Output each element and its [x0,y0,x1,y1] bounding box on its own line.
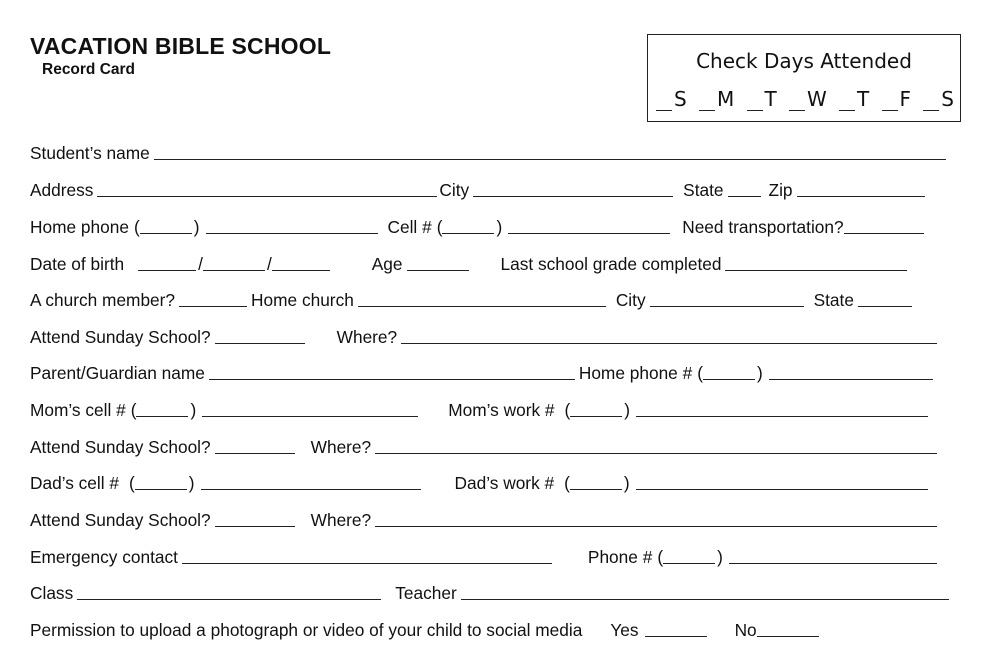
row-parent: Parent/Guardian name Home phone # ( ) [30,363,935,383]
address-label: Address [30,180,94,200]
address-field[interactable] [97,181,437,197]
row-phones: Home phone ( ) Cell # ( ) Need transportation? [30,217,926,237]
home-phone-label: Home phone [30,217,129,237]
permission-label: Permission to upload a photograph or video of your child to social media [30,620,583,640]
dad-attend-sunday-school-label: Attend Sunday School? [30,510,211,530]
zip-label: Zip [768,180,793,200]
age-field[interactable] [407,255,469,271]
day-checkbox-monday[interactable]: M [699,87,734,111]
row-dad-phones: Dad’s cell # ( ) Dad’s work # ( ) [30,473,930,493]
dob-month-field[interactable] [138,255,196,271]
moms-cell-area-code-field[interactable] [136,401,188,417]
city-field[interactable] [473,181,673,197]
parent-home-phone-label: Home phone # [578,363,693,383]
emergency-contact-label: Emergency contact [30,547,178,567]
dads-work-area-code-field[interactable] [570,474,622,490]
age-label: Age [371,254,403,274]
row-address [30,180,927,200]
state-label: State [683,180,724,200]
moms-cell-field[interactable] [202,401,418,417]
mom-where-field[interactable] [375,438,937,454]
emergency-phone-area-code-field[interactable] [663,548,715,564]
row-student-name [30,143,948,163]
form-title: VACATION BIBLE SCHOOL [30,33,332,59]
dad-where-label: Where? [310,510,372,530]
row-mom-phones: Mom’s cell # ( ) Mom’s work # ( ) [30,400,930,420]
student-name-label: Student’s name [30,143,150,163]
last-grade-label: Last school grade completed [500,254,722,274]
row-class [30,583,951,603]
dads-work-field[interactable] [636,474,928,490]
mom-attend-sunday-school-field[interactable] [215,438,295,454]
last-grade-field[interactable] [725,255,907,271]
dad-where-field[interactable] [375,511,937,527]
where-label: Where? [336,327,398,347]
teacher-label: Teacher [395,583,457,603]
day-checkbox-thursday[interactable]: T [839,87,869,111]
permission-yes-field[interactable] [645,621,707,637]
day-checkbox-friday[interactable]: F [882,87,912,111]
church-state-field[interactable] [858,291,912,307]
row-church [30,290,914,310]
emergency-contact-field[interactable] [182,548,552,564]
where-field[interactable] [401,328,937,344]
dads-cell-field[interactable] [201,474,421,490]
dob-year-field[interactable] [272,255,330,271]
dad-attend-sunday-school-field[interactable] [215,511,295,527]
attend-sunday-school-label: Attend Sunday School? [30,327,211,347]
moms-work-field[interactable] [636,401,928,417]
attendance-days [656,87,954,111]
cell-field[interactable] [508,218,670,234]
date-of-birth-label: Date of birth [30,254,125,274]
parent-home-phone-field[interactable] [769,364,933,380]
dob-day-field[interactable] [203,255,265,271]
city-label: City [439,180,470,200]
parent-guardian-field[interactable] [209,364,575,380]
attendance-box [647,34,961,122]
cell-area-code-field[interactable] [442,218,494,234]
home-phone-field[interactable] [206,218,378,234]
home-phone-area-code-field[interactable] [140,218,192,234]
mom-attend-sunday-school-label: Attend Sunday School? [30,437,211,457]
need-transportation-field[interactable] [844,218,924,234]
row-mom-sunday-school [30,437,939,457]
cell-label: Cell # [387,217,432,237]
moms-cell-label: Mom’s cell # [30,400,126,420]
home-church-label: Home church [251,290,354,310]
permission-no-label: No [734,620,757,640]
row-student-sunday-school [30,327,939,347]
day-checkbox-saturday[interactable]: S [923,87,954,111]
permission-yes-label: Yes [610,620,639,640]
row-permission [30,620,821,640]
emergency-phone-field[interactable] [729,548,937,564]
form-subtitle: Record Card [42,61,136,78]
class-field[interactable] [77,584,381,600]
student-name-field[interactable] [154,144,946,160]
day-checkbox-sunday[interactable]: S [656,87,687,111]
dads-cell-label: Dad’s cell # [30,473,120,493]
dads-work-label: Dad’s work # [454,473,555,493]
permission-no-field[interactable] [757,621,819,637]
parent-guardian-label: Parent/Guardian name [30,363,205,383]
row-emergency: Emergency contact Phone # ( ) [30,547,939,567]
dads-cell-area-code-field[interactable] [135,474,187,490]
home-church-field[interactable] [358,291,606,307]
church-city-label: City [615,290,646,310]
teacher-field[interactable] [461,584,949,600]
moms-work-area-code-field[interactable] [570,401,622,417]
need-transportation-label: Need transportation? [682,217,844,237]
moms-work-label: Mom’s work # [448,400,555,420]
church-state-label: State [813,290,854,310]
church-city-field[interactable] [650,291,804,307]
parent-home-phone-area-code-field[interactable] [703,364,755,380]
mom-where-label: Where? [310,437,372,457]
zip-field[interactable] [797,181,925,197]
day-checkbox-tuesday[interactable]: T [747,87,777,111]
attend-sunday-school-field[interactable] [215,328,305,344]
row-birth: Date of birth / / Age Last school grade completed [30,254,909,274]
class-label: Class [30,583,74,603]
row-dad-sunday-school [30,510,939,530]
church-member-label: A church member? [30,290,176,310]
attendance-heading: Check Days Attended [696,49,912,73]
church-member-field[interactable] [179,291,247,307]
emergency-phone-label: Phone # [587,547,653,567]
state-field[interactable] [728,181,761,197]
day-checkbox-wednesday[interactable]: W [789,87,827,111]
